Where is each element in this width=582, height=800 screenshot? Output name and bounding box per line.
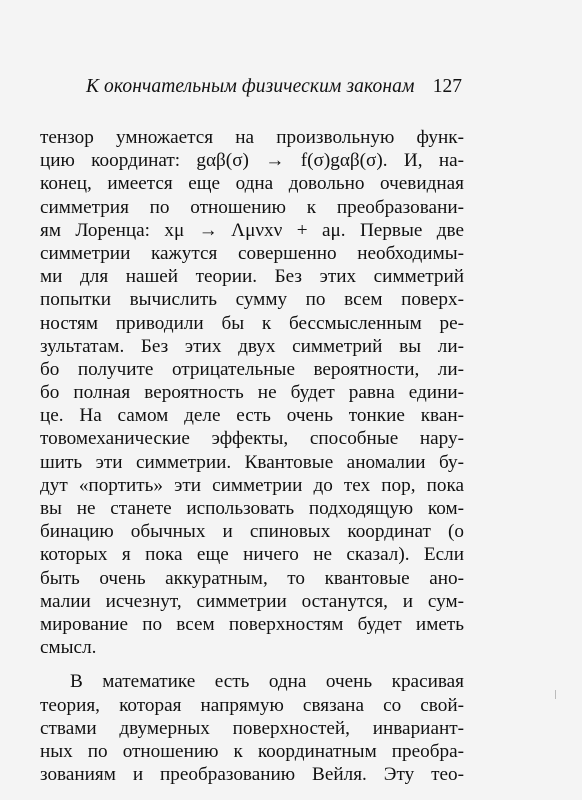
running-head: К окончательным физическим законам [86, 76, 415, 97]
text-line: мирование по всем поверхностям будет иметь [40, 613, 464, 635]
text-line: вы не станете использовать подходящую ком- [40, 498, 464, 519]
text-line: ных по отношению к координатным преобра- [40, 740, 464, 762]
text-line: быть очень аккуратным, то квантовые ано- [40, 567, 464, 589]
text-line: В математике есть одна очень красивая [70, 671, 464, 693]
text-line: ствами двумерных поверхностей, инвариант- [40, 717, 464, 739]
text-line: бо получите отрицательные вероятности, ли- [40, 358, 464, 380]
text-line: смысл. [40, 637, 97, 659]
text-line: цию координат: gαβ(σ) → f(σ)gαβ(σ). И, на- [40, 150, 464, 172]
text-line: це. На самом деле есть очень тонкие кван- [40, 405, 464, 427]
body-text [40, 126, 464, 786]
text-line: теория, которая напрямую связана со свой- [40, 694, 464, 716]
text-line: симметрия по отношению к преобразовани- [40, 196, 464, 218]
text-line: попытки вычислить сумму по всем поверх- [40, 289, 464, 311]
text-line: зованиям и преобразованию Вейля. Эту тео- [40, 764, 464, 786]
text-line: бо полная вероятность не будет равна едини- [40, 382, 464, 404]
text-line: ностям приводили бы к бессмысленным ре- [40, 312, 464, 334]
text-line: шить эти симметрии. Квантовые аномалии бу- [40, 451, 464, 473]
text-line: зультатам. Без этих двух симметрий вы ли- [40, 335, 464, 357]
paragraph-gap [40, 659, 464, 670]
paragraph [40, 670, 464, 786]
text-line: дут «портить» эти симметрии до тех пор, пока [40, 474, 464, 496]
text-line: которых я пока еще ничего не сказал). Если [40, 544, 464, 566]
page-number: 127 [432, 76, 462, 97]
page-header [86, 76, 462, 102]
paragraph [40, 126, 464, 659]
scan-artifact-mark [555, 690, 556, 699]
text-line: тензор умножается на произвольную функ- [40, 127, 464, 148]
text-line: симметрии кажутся совершенно необходимы- [40, 242, 464, 264]
text-line: бинацию обычных и спиновых координат (о [40, 521, 464, 543]
text-line: конец, имеется еще одна довольно очевидная [40, 173, 464, 195]
text-line: малии исчезнут, симметрии останутся, и сум- [40, 590, 464, 612]
text-line: ми для нашей теории. Без этих симметрий [40, 266, 464, 288]
text-line: товомеханические эффекты, способные нару- [40, 428, 464, 450]
text-line: ям Лоренца: xμ → Λμνxν + aμ. Первые две [40, 219, 464, 241]
